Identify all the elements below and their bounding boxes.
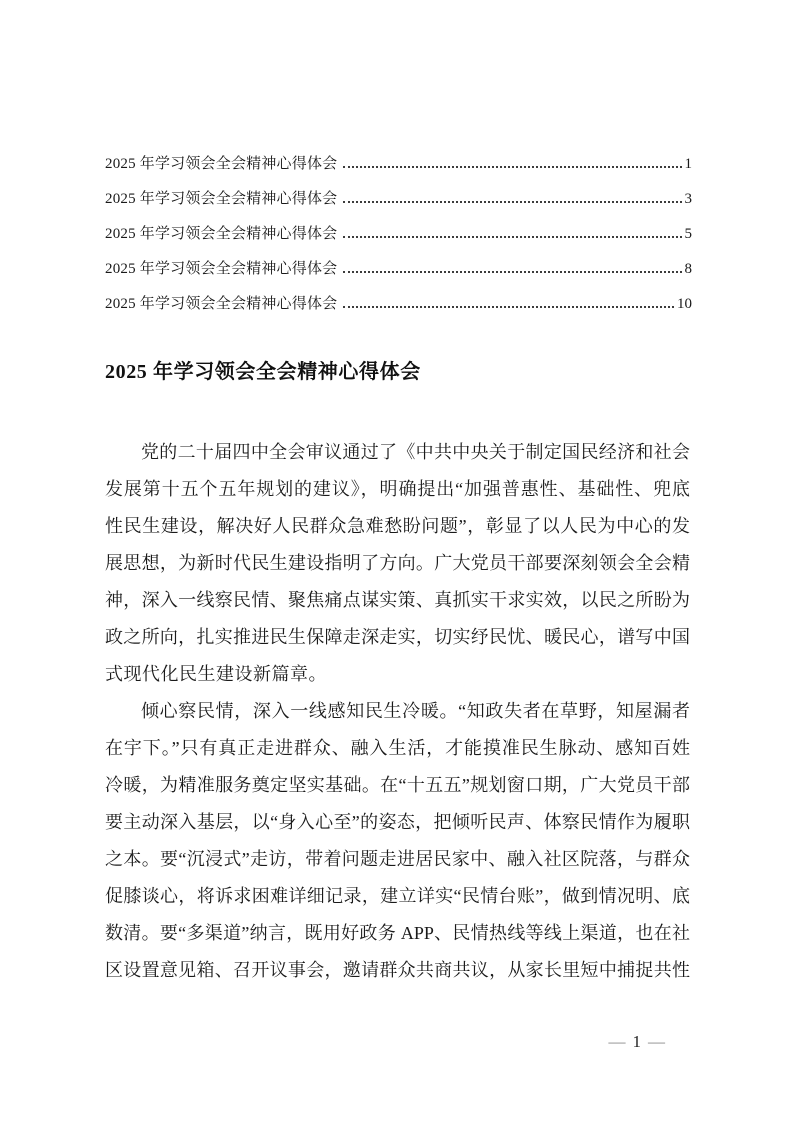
toc-dotted-leader xyxy=(343,201,681,203)
body-line: 之本。要“沉浸式”走访，带着问题走进居民家中、融入社区院落，与群众 xyxy=(105,849,690,869)
body-line: 倾心察民情，深入一线感知民生冷暖。“知政失者在草野，知屋漏者 xyxy=(141,701,690,721)
toc-page-number: 5 xyxy=(684,226,692,242)
page-number-footer xyxy=(602,1030,673,1054)
toc-dotted-leader xyxy=(343,306,674,308)
body-line: 神，深入一线察民情、聚焦痛点谋实策、真抓实干求实效，以民之所盼为 xyxy=(105,590,690,610)
toc-page-number: 10 xyxy=(677,296,692,312)
toc-dotted-leader xyxy=(343,271,681,273)
document-title: 2025 年学习领会全会精神心得体会 xyxy=(105,361,421,383)
body-line: 性民生建设，解决好人民群众急难愁盼问题”，彰显了以人民为中心的发 xyxy=(105,516,690,536)
body-line: 式现代化民生建设新篇章。 xyxy=(105,664,327,684)
body-line: 党的二十届四中全会审议通过了《中共中央关于制定国民经济和社会 xyxy=(141,442,690,462)
toc-entry[interactable] xyxy=(105,147,692,182)
body-line: 要主动深入基层，以“身入心至”的姿态，把倾听民声、体察民情作为履职 xyxy=(105,812,690,832)
table-of-contents xyxy=(105,147,692,322)
toc-entry-title: 2025 年学习领会全会精神心得体会 xyxy=(105,156,338,172)
body-line: 发展第十五个五年规划的建议》，明确提出“加强普惠性、基础性、兜底 xyxy=(105,479,690,499)
toc-dotted-leader xyxy=(343,166,681,168)
body-line: 数清。要“多渠道”纳言，既用好政务 APP、民情热线等线上渠道，也在社 xyxy=(105,923,690,943)
toc-page-number: 8 xyxy=(684,261,692,277)
toc-entry-title: 2025 年学习领会全会精神心得体会 xyxy=(105,226,338,242)
toc-entry[interactable] xyxy=(105,182,692,217)
footer-page-number: 1 xyxy=(632,1032,641,1051)
toc-dotted-leader xyxy=(343,236,681,238)
body-line: 展思想，为新时代民生建设指明了方向。广大党员干部要深刻领会全会精 xyxy=(105,553,690,573)
toc-entry-title: 2025 年学习领会全会精神心得体会 xyxy=(105,261,338,277)
body-line: 区设置意见箱、召开议事会，邀请群众共商共议，从家长里短中捕捉共性 xyxy=(105,960,690,980)
toc-page-number: 3 xyxy=(684,191,692,207)
body-line: 在宇下。”只有真正走进群众、融入生活，才能摸准民生脉动、感知百姓 xyxy=(105,738,690,758)
toc-page-number: 1 xyxy=(684,156,692,172)
toc-entry[interactable] xyxy=(105,287,692,322)
toc-entry-title: 2025 年学习领会全会精神心得体会 xyxy=(105,191,338,207)
body-line: 冷暖，为精准服务奠定坚实基础。在“十五五”规划窗口期，广大党员干部 xyxy=(105,775,690,795)
footer-left-dash: — xyxy=(608,1032,626,1051)
toc-entry[interactable] xyxy=(105,252,692,287)
document-body xyxy=(105,434,690,989)
body-line: 促膝谈心，将诉求困难详细记录，建立详实“民情台账”，做到情况明、底 xyxy=(105,886,690,906)
toc-entry-title: 2025 年学习领会全会精神心得体会 xyxy=(105,296,338,312)
footer-right-dash: — xyxy=(648,1032,665,1051)
body-line: 政之所向，扎实推进民生保障走深走实，切实纾民忧、暖民心，谱写中国 xyxy=(105,627,690,647)
toc-entry[interactable] xyxy=(105,217,692,252)
